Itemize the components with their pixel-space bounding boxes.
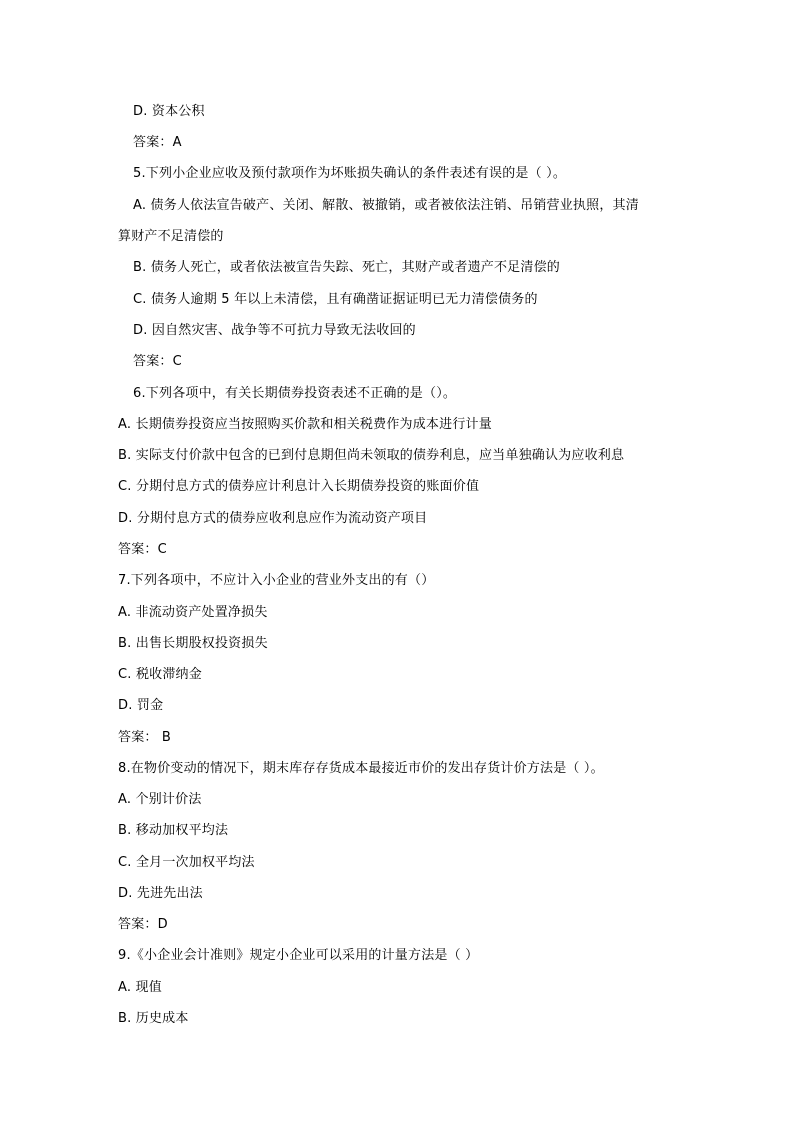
question-line: 7.下列各项中，不应计入小企业的营业外支出的有（）	[118, 573, 435, 588]
option-line: A. 债务人依法宣告破产、关闭、解散、被撤销，或者被依法注销、吊销营业执照，其清	[133, 198, 639, 213]
option-line: B. 移动加权平均法	[118, 823, 229, 838]
answer-line: 答案：A	[133, 135, 182, 150]
answer-line: 答案：C	[133, 354, 182, 369]
question-line: 9.《小企业会计准则》规定小企业可以采用的计量方法是（ ）	[118, 948, 479, 963]
option-line: A. 个别计价法	[118, 792, 202, 807]
option-line: C. 债务人逾期 5 年以上未清偿，且有确凿证据证明已无力清偿债务的	[133, 292, 538, 307]
option-line: D. 资本公积	[133, 104, 205, 119]
question-line: 6.下列各项中，有关长期债券投资表述不正确的是（）。	[133, 386, 457, 401]
answer-line: 答案：C	[118, 542, 167, 557]
option-line: D. 因自然灾害、战争等不可抗力导致无法收回的	[133, 323, 416, 338]
option-continuation-line: 算财产不足清偿的	[118, 229, 224, 244]
answer-line: 答案： B	[118, 730, 172, 745]
question-line: 5.下列小企业应收及预付款项作为坏账损失确认的条件表述有误的是（ ）。	[133, 166, 567, 181]
option-line: B. 实际支付价款中包含的已到付息期但尚未领取的债券利息，应当单独确认为应收利息	[118, 448, 625, 463]
question-line: 8.在物价变动的情况下，期末库存存货成本最接近市价的发出存货计价方法是（ ）。	[118, 761, 604, 776]
option-line: A. 非流动资产处置净损失	[118, 605, 268, 620]
option-line: A. 长期债券投资应当按照购买价款和相关税费作为成本进行计量	[118, 417, 492, 432]
option-line: A. 现值	[118, 980, 162, 995]
answer-line: 答案：D	[118, 917, 168, 932]
option-line: C. 分期付息方式的债券应计利息计入长期债券投资的账面价值	[118, 479, 480, 494]
option-line: C. 全月一次加权平均法	[118, 855, 255, 870]
option-line: D. 分期付息方式的债券应收利息应作为流动资产项目	[118, 511, 428, 526]
option-line: B. 债务人死亡，或者依法被宣告失踪、死亡，其财产或者遗产不足清偿的	[133, 260, 560, 275]
option-line: C. 税收滞纳金	[118, 667, 202, 682]
option-line: B. 历史成本	[118, 1011, 189, 1026]
option-line: D. 先进先出法	[118, 886, 203, 901]
option-line: D. 罚金	[118, 698, 164, 713]
option-line: B. 出售长期股权投资损失	[118, 636, 268, 651]
